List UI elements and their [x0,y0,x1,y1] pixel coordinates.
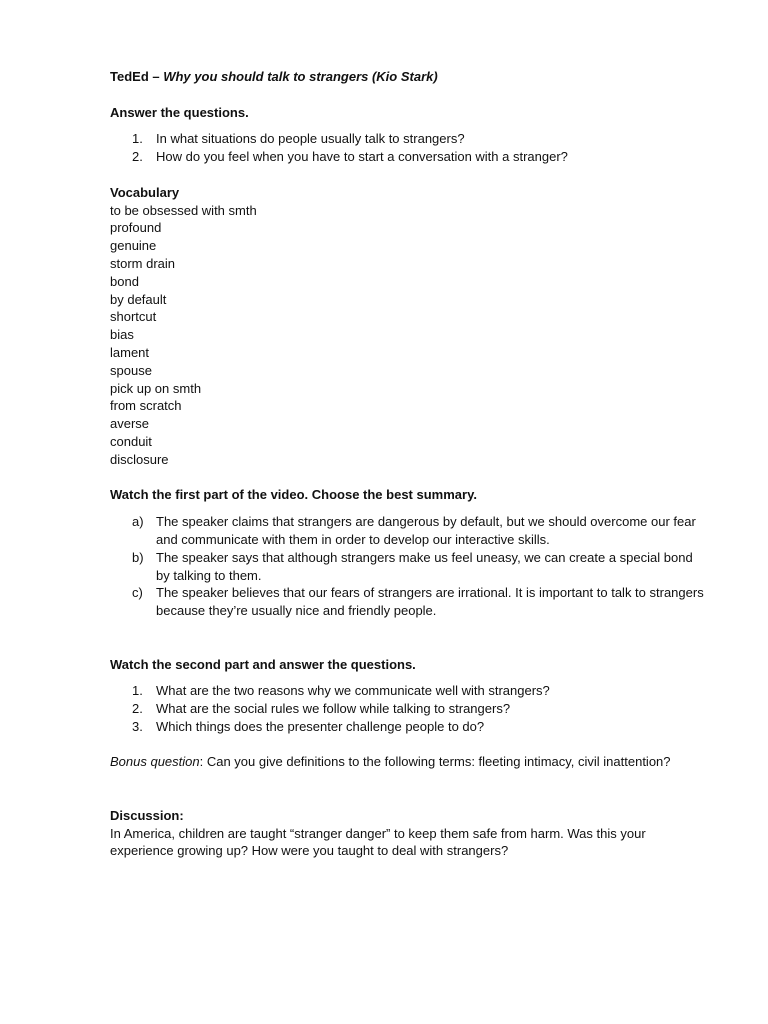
second-part-questions-list [110,682,710,735]
vocabulary-item: bond [110,273,139,289]
vocabulary-item: spouse [110,362,152,378]
second-part-heading: Watch the second part and answer the questions. [110,656,416,672]
discussion-text: In America, children are taught “stranger danger” to keep them safe from harm. Was this your experience growing up? How were you taught to deal with strangers? [110,825,646,859]
bonus-question [110,753,710,771]
warmup-questions-list [110,130,710,166]
worksheet-title [110,68,710,86]
vocabulary-item: pick up on smth [110,380,202,396]
list-item: a) The speaker claims that strangers are dangerous by default, but we should overcome our fear and communicate with them in order to develop our interactive skills. [132,514,696,547]
vocabulary-item: by default [110,291,167,307]
list-item: 1. In what situations do people usually talk to strangers? [132,131,465,147]
vocabulary-item: genuine [110,238,157,254]
list-item: c) The speaker believes that our fears of strangers are irrational. It is important to talk to strangers because they’re usually nice and friendly people. [132,585,704,619]
vocabulary-heading: Vocabulary [110,184,180,200]
vocabulary-item: averse [110,416,150,432]
vocabulary-list [110,202,710,469]
list-item: 1. What are the two reasons why we communicate well with strangers? [132,683,550,699]
bonus-label: Bonus question [110,754,200,770]
answer-questions-heading: Answer the questions. [110,104,249,120]
discussion-heading: Discussion: [110,807,184,823]
vocabulary-item: shortcut [110,309,157,325]
list-item: 2. How do you feel when you have to start a conversation with a stranger? [132,149,568,165]
title-prefix: TedEd – [110,69,164,84]
vocabulary-item: to be obsessed with smth [110,202,257,218]
vocabulary-item: disclosure [110,451,169,467]
summary-heading: Watch the first part of the video. Choose the best summary. [110,487,477,503]
summary-options-list [110,513,710,620]
vocabulary-item: bias [110,327,134,343]
list-item: 2. What are the social rules we follow while talking to strangers? [132,701,511,717]
vocabulary-item: storm drain [110,255,176,271]
list-item: 3. Which things does the presenter challenge people to do? [132,718,485,734]
vocabulary-item: from scratch [110,398,182,414]
list-item: b) The speaker says that although strangers make us feel uneasy, we can create a special bond by talking to them. [132,549,693,583]
vocabulary-item: profound [110,220,162,236]
vocabulary-item: conduit [110,433,152,449]
title-italic: Why you should talk to strangers (Kio Stark) [163,69,438,84]
vocabulary-item: lament [110,344,150,360]
worksheet [110,68,710,860]
bonus-text: : Can you give definitions to the following terms: fleeting intimacy, civil inattention? [199,754,671,770]
